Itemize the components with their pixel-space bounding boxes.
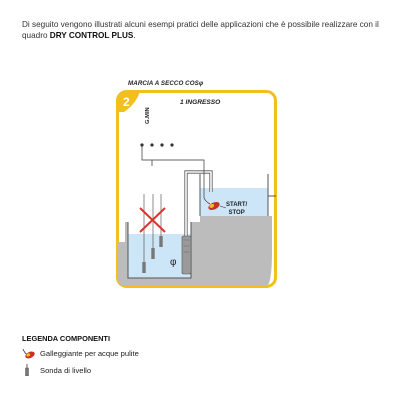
level-probe-icon [22, 364, 36, 376]
diagram-subtitle: 1 INGRESSO [180, 99, 221, 106]
terminal-dot-2 [150, 143, 153, 146]
start-stop-label: START/ STOP [226, 202, 248, 216]
terminal-dot-1 [140, 143, 143, 146]
product-name: DRY CONTROL PLUS [49, 30, 134, 40]
terminal-dot-3 [160, 143, 163, 146]
application-diagram [116, 90, 277, 288]
legend-item-probe [22, 364, 91, 376]
gmin-label: G.MIN [145, 107, 151, 124]
legend-item-float [22, 347, 139, 359]
intro-end: . [133, 30, 136, 40]
intro-sentence: Di seguito vengono illustrati alcuni esempi pratici delle applicazioni che è possibile realizzare con il quadro [22, 20, 379, 40]
intro-text [22, 20, 390, 41]
pump [182, 236, 191, 274]
diagram-title: MARCIA A SECCO COSφ [128, 80, 204, 87]
control-wiring [142, 152, 204, 198]
legend-label-float: Galleggiante per acque pulite [40, 348, 139, 358]
legend-label-probe: Sonda di livello [40, 365, 92, 375]
probe-2 [151, 248, 154, 259]
probe-3 [159, 236, 162, 247]
float-switch-icon [22, 347, 36, 359]
diagram-graphic [116, 90, 277, 288]
probe-1 [142, 262, 145, 273]
pump-symbol: φ [170, 257, 177, 268]
legend-title: LEGENDA COMPONENTI [22, 334, 111, 343]
diagram-number: 2 [123, 95, 130, 109]
terminal-dot-4 [170, 143, 173, 146]
